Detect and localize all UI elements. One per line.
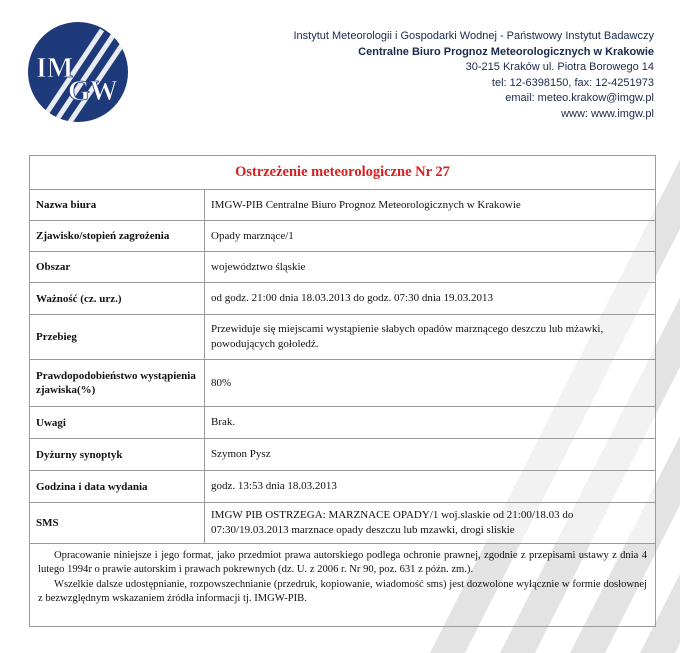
table-row	[30, 252, 655, 283]
warning-document	[29, 155, 656, 627]
row-value: Brak.	[205, 407, 656, 439]
row-label: Prawdopodobieństwo wystąpienia zjawiska(%)	[30, 360, 205, 407]
header-email: email: meteo.krakow@imgw.pl	[505, 92, 654, 105]
table-row	[30, 471, 655, 503]
logo-text-top: IM	[36, 53, 74, 84]
row-label: Godzina i data wydania	[30, 471, 205, 503]
table-row	[30, 315, 655, 360]
warning-title: Ostrzeżenie meteorologiczne Nr 27	[30, 156, 655, 190]
table-row	[30, 190, 655, 221]
table-row	[30, 439, 655, 471]
row-value: godz. 13:53 dnia 18.03.2013	[205, 471, 656, 503]
distribution-paragraph: Wszelkie dalsze udostępnianie, rozpowszechnianie (przedruk, kopiowanie, wiadomość sms) jest dozwolone wyłącznie w formie dosłownej z bezwzględnym wskazaniem źródła informacji tj. IMGW-PIB.	[38, 578, 647, 605]
row-label: Dyżurny synoptyk	[30, 439, 205, 471]
row-label: Uwagi	[30, 407, 205, 439]
row-value: IMGW-PIB Centralne Biuro Prognoz Meteorologicznych w Krakowie	[205, 190, 656, 221]
copyright-footer	[30, 544, 655, 607]
header-institute-name: Instytut Meteorologii i Gospodarki Wodnej - Państwowy Instytut Badawczy	[293, 30, 654, 42]
header-office-name: Centralne Biuro Prognoz Meteorologicznych w Krakowie	[358, 45, 654, 58]
table-row	[30, 283, 655, 315]
imgw-logo	[28, 22, 128, 122]
warning-table	[30, 190, 655, 544]
row-label: Ważność (cz. urz.)	[30, 283, 205, 315]
row-label: Zjawisko/stopień zagrożenia	[30, 221, 205, 252]
row-label: Obszar	[30, 252, 205, 283]
header-phone-fax: tel: 12-6398150, fax: 12-4251973	[491, 76, 654, 89]
logo-text-bottom: GW	[68, 76, 118, 107]
header-website: www: www.imgw.pl	[561, 107, 654, 120]
copyright-paragraph: Opracowanie niniejsze i jego format, jako przedmiot prawa autorskiego podlega ochronie prawnej, zgodnie z przepisami ustawy z dnia 4 lutego 1994r o prawie autorskim i prawach pokrewnych (dz. U. z 2006 r. Nr 90, poz. 631 z późn. zm.).	[38, 550, 647, 576]
row-value: Opady marznące/1	[205, 221, 656, 252]
row-value: IMGW PIB OSTRZEGA: MARZNACE OPADY/1 woj.slaskie od 21:00/18.03 do 07:30/19.03.2013 marznace opady deszczu lub mzawki, drogi sliskie	[205, 503, 656, 544]
row-value: województwo śląskie	[205, 252, 656, 283]
row-label: Nazwa biura	[30, 190, 205, 221]
institute-header	[293, 29, 654, 123]
row-value: Przewiduje się miejscami wystąpienie słabych opadów marznącego deszczu lub mżawki, powodujących gołoledź.	[205, 315, 656, 360]
table-row	[30, 407, 655, 439]
row-value: 80%	[205, 360, 656, 407]
header-address: 30-215 Kraków ul. Piotra Borowego 14	[465, 61, 654, 74]
row-label: Przebieg	[30, 315, 205, 360]
row-label: SMS	[30, 503, 205, 544]
table-row	[30, 360, 655, 407]
row-value: Szymon Pysz	[205, 439, 656, 471]
table-row	[30, 221, 655, 252]
row-value: od godz. 21:00 dnia 18.03.2013 do godz. 07:30 dnia 19.03.2013	[205, 283, 656, 315]
table-row	[30, 503, 655, 544]
